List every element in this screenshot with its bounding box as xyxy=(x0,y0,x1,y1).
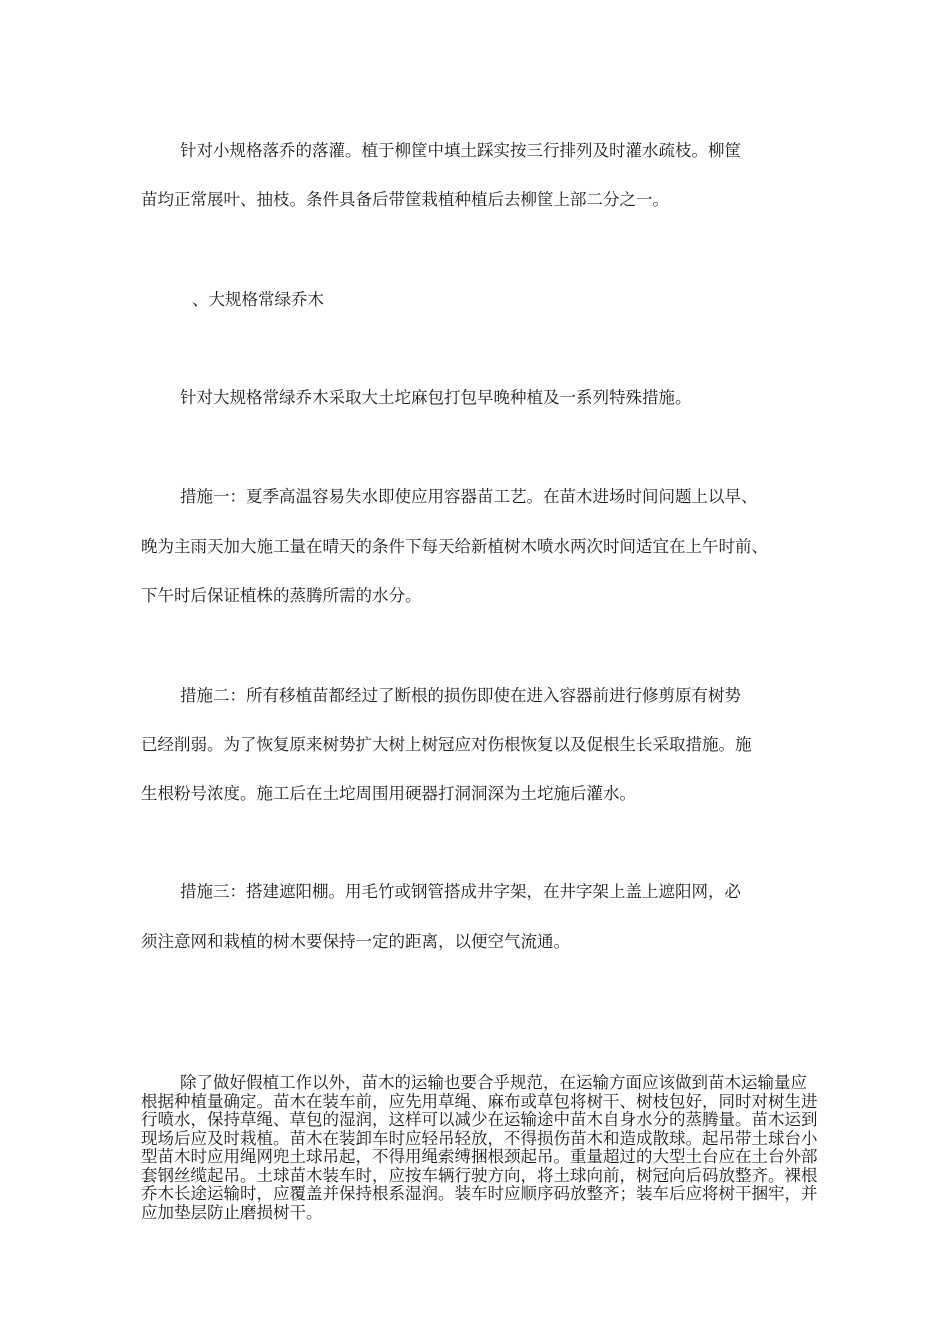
paragraph-3-line-1: 措施一：夏季高温容易失水即使应用容器苗工艺。在苗木进场时间问题上以早、 xyxy=(180,487,758,506)
section-heading: 、大规格常绿乔木 xyxy=(192,290,324,309)
paragraph-5-line-2: 须注意网和栽植的树木要保持一定的距离，以便空气流通。 xyxy=(141,932,570,951)
paragraph-4-line-3: 生根粉号浓度。施工后在土坨周围用硬器打洞洞深为土坨施后灌水。 xyxy=(141,784,636,803)
paragraph-5-line-1: 措施三：搭建遮阳棚。用毛竹或钢管搭成井字架，在井字架上盖上遮阳网，必 xyxy=(180,882,741,901)
paragraph-1-line-1: 针对小规格落乔的落灌。植于柳筐中填土踩实按三行排列及时灌水疏枝。柳筐 xyxy=(180,141,741,160)
paragraph-4-line-1: 措施二：所有移植苗都经过了断根的损伤即使在进入容器前进行修剪原有树势 xyxy=(180,686,741,705)
paragraph-1-line-2: 苗均正常展叶、抽枝。条件具备后带筐栽植种植后去柳筐上部二分之一。 xyxy=(141,190,669,209)
paragraph-4-line-2: 已经削弱。为了恢复原来树势扩大树上树冠应对伤根恢复以及促根生长采取措施。施 xyxy=(141,735,752,754)
paragraph-3-line-2: 晚为主雨天加大施工量在晴天的条件下每天给新植树木喷水两次时间适宜在上午时前、 xyxy=(141,537,768,556)
paragraph-3-line-3: 下午时后保证植株的蒸腾所需的水分。 xyxy=(141,586,422,605)
paragraph-2-line-1: 针对大规格常绿乔木采取大土坨麻包打包早晚种植及一系列特殊措施。 xyxy=(180,388,692,407)
paragraph-6: 除了做好假植工作以外，苗木的运输也要合乎规范，在运输方面应该做到苗木运输量应根据种植量确定。苗木在装车前，应先用草绳、麻布或草包将树干、树枝包好，同时对树生进行喷水，保持草绳、草包的湿润，这样可以减少在运输途中苗木自身水分的蒸腾量。苗木运到现场后应及时栽植。苗木在装卸车时应轻吊轻放，不得损伤苗木和造成散球。起吊带土球台小型苗木时应用绳网兜土球吊起，不得用绳索缚捆根颈起吊。重量超过的大型土台应在土台外部套钢丝缆起吊。土球苗木装车时，应按车辆行驶方向，将土球向前，树冠向后码放整齐。裸根乔木长途运输时，应覆盖并保持根系湿润。装车时应顺序码放整齐；装车后应将树干捆牢，并应加垫层防止磨损树干。 xyxy=(141,1073,818,1222)
